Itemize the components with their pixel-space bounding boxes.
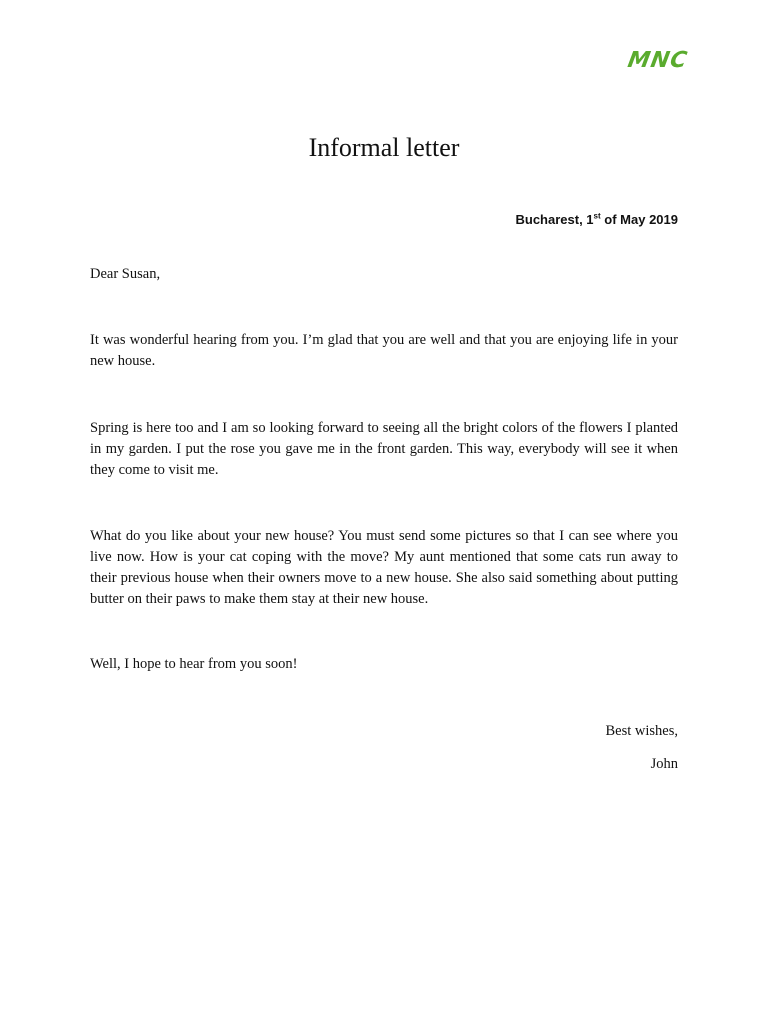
- sign-off: Best wishes,: [605, 723, 678, 739]
- closing-line: Well, I hope to hear from you soon!: [90, 656, 298, 672]
- paragraph-2: Spring is here too and I am so looking forward to seeing all the bright colors of the flowers I planted in my garden. I put the rose you gave me in the front garden. This way, everybody will see it when they come to visit me.: [90, 420, 678, 478]
- paragraph-3: What do you like about your new house? You must send some pictures so that I can see where you live now. How is your cat coping with the move? My aunt mentioned that some cats run away to their previous house when their owners move to a new house. She also said something about putting butter on their paws to make them stay at their new house.: [90, 528, 678, 607]
- letter-date: [516, 212, 679, 227]
- mnc-logo: MNC: [625, 48, 690, 73]
- document-title: Informal letter: [308, 133, 460, 162]
- signature: John: [650, 756, 678, 772]
- date-superscript: st: [593, 211, 601, 221]
- date-prefix: Bucharest, 1: [515, 212, 594, 227]
- salutation: Dear Susan,: [90, 266, 161, 282]
- paragraph-1: It was wonderful hearing from you. I’m glad that you are well and that you are enjoying life in your new house.: [90, 332, 678, 369]
- date-suffix: of May 2019: [600, 212, 678, 227]
